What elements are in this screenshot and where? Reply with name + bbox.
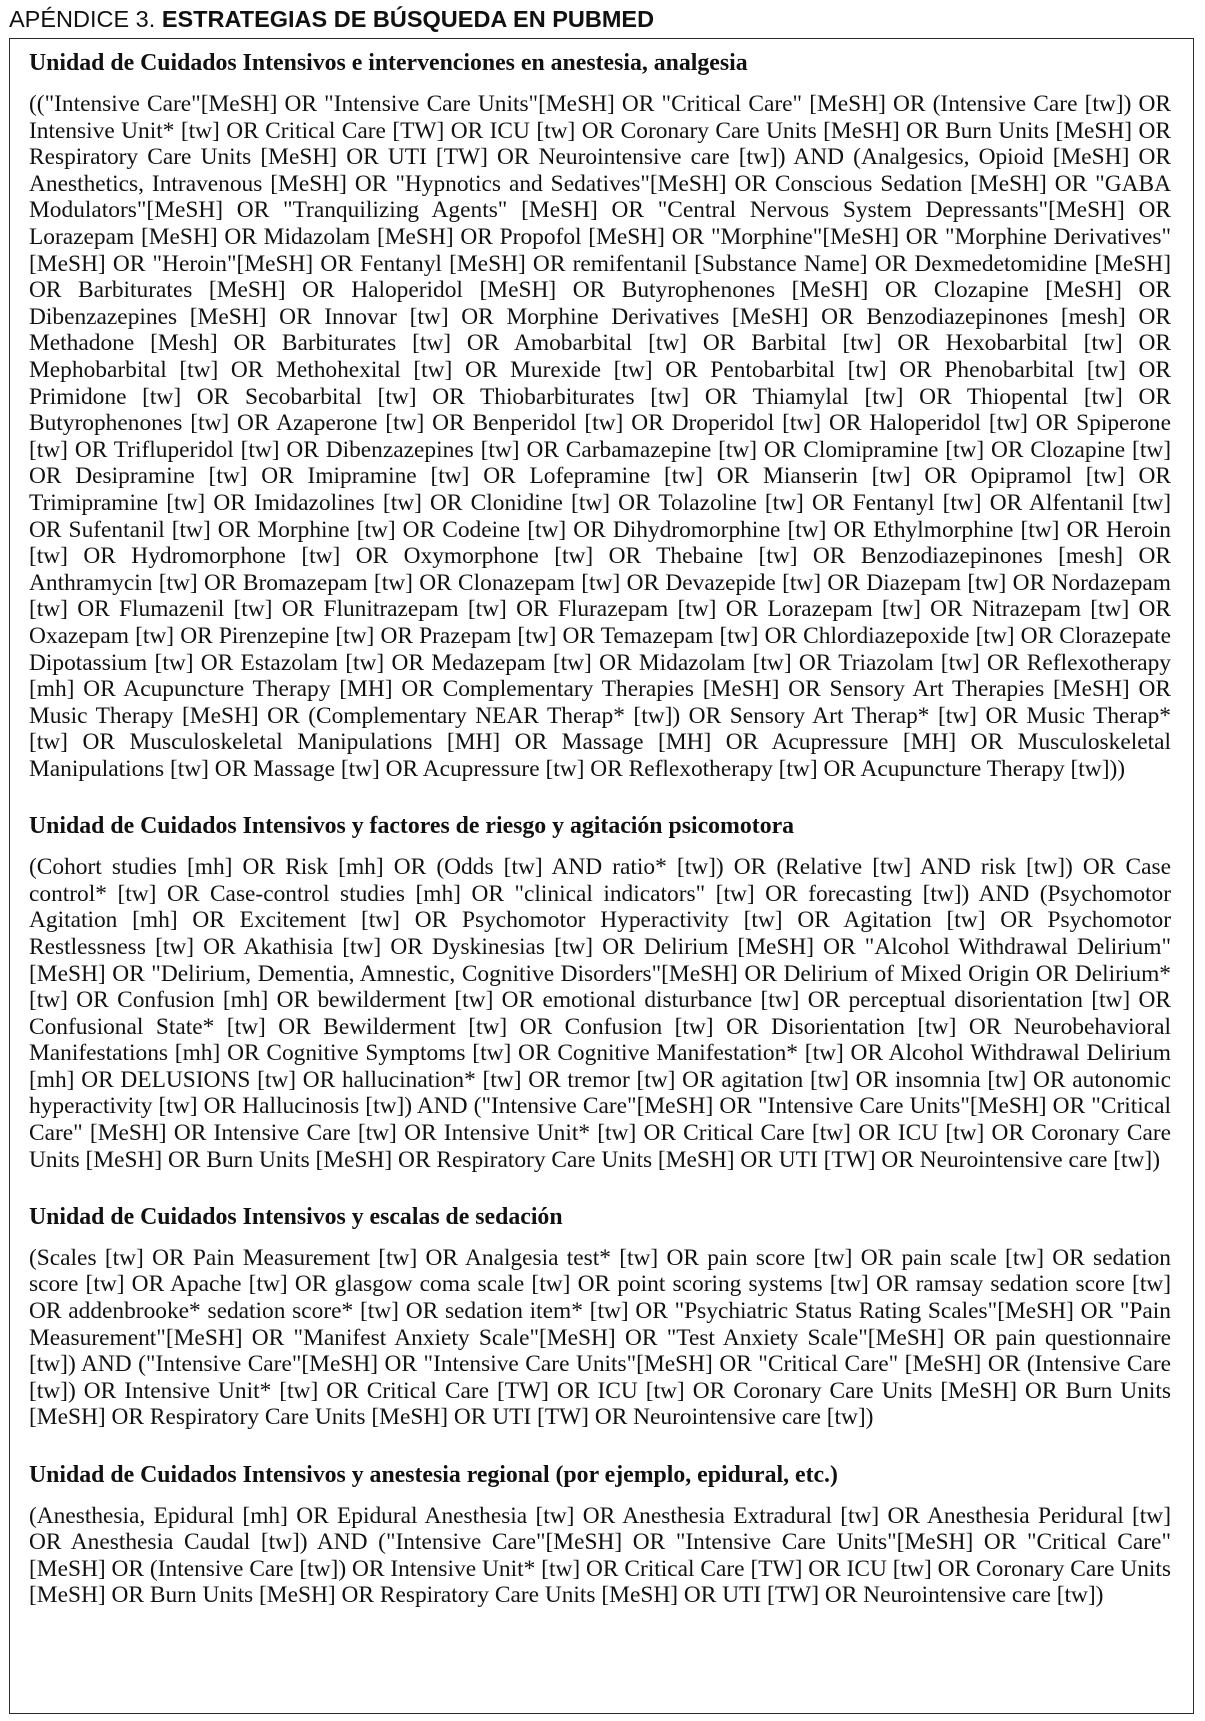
strategy-section-regional-anesthesia <box>29 1462 1171 1609</box>
section-heading: Unidad de Cuidados Intensivos y factores de riesgo y agitación psicomotora <box>29 813 795 840</box>
appendix-heading: ESTRATEGIAS DE BÚSQUEDA EN PUBMED <box>161 6 655 32</box>
strategy-section-anesthesia-analgesia <box>29 50 1171 783</box>
appendix-title <box>9 5 654 33</box>
section-heading: Unidad de Cuidados Intensivos y escalas de sedación <box>29 1203 563 1230</box>
search-strategies-box <box>9 38 1194 1714</box>
search-query: (("Intensive Care"[MeSH] OR "Intensive Care Units"[MeSH] OR "Critical Care" [MeSH] OR (Intensive Care [tw]) OR Intensive Unit* [tw] OR Critical Care [TW] OR ICU [tw] OR Coronary Care Units [MeSH] OR Burn Units [MeSH] OR Respiratory Care Units [MeSH] OR UTI [TW] OR Neurointensive care [tw]) AND (Analgesics, Opioid [MeSH] OR Anesthetics, Intravenous [MeSH] OR "Hypnotics and Sedatives"[MeSH] OR Conscious Sedation [MeSH] OR "GABA Modulators"[MeSH] OR "Tranquilizing Agents" [MeSH] OR "Central Nervous System Depressants"[MeSH] OR Lorazepam [MeSH] OR Midazolam [MeSH] OR Propofol [MeSH] OR "Morphine"[MeSH] OR "Morphine Derivatives"[MeSH] OR "Heroin"[MeSH] OR Fentanyl [MeSH] OR remifentanil [Substance Name] OR Dexmedetomidine [MeSH] OR Barbiturates [MeSH] OR Haloperidol [MeSH] OR Butyrophenones [MeSH] OR Clozapine [MeSH] OR Dibenzazepines [MeSH] OR Innovar [tw] OR Morphine Derivatives [MeSH] OR Benzodiazepinones [mesh] OR Methadone [Mesh] OR Barbiturates [tw] OR Amobarbital [tw] OR Barbital [tw] OR Hexobarbital [tw] OR Mephobarbital [tw] OR Methohexital [tw] OR Murexide [tw] OR Pentobarbital [tw] OR Phenobarbital [tw] OR Primidone [tw] OR Secobarbital [tw] OR Thiobarbiturates [tw] OR Thiamylal [tw] OR Thiopental [tw] OR Butyrophenones [tw] OR Azaperone [tw] OR Benperidol [tw] OR Droperidol [tw] OR Haloperidol [tw] OR Spiperone [tw] OR Trifluperidol [tw] OR Dibenzazepines [tw] OR Carbamazepine [tw] OR Clomipramine [tw] OR Clozapine [tw] OR Desipramine [tw] OR Imipramine [tw] OR Lofepramine [tw] OR Mianserin [tw] OR Opipramol [tw] OR Trimipramine [tw] OR Imidazolines [tw] OR Clonidine [tw] OR Tolazoline [tw] OR Fentanyl [tw] OR Alfentanil [tw] OR Sufentanil [tw] OR Morphine [tw] OR Codeine [tw] OR Dihydromorphine [tw] OR Ethylmorphine [tw] OR Heroin [tw] OR Hydromorphone [tw] OR Oxymorphone [tw] OR Thebaine [tw] OR Benzodiazepinones [mesh] OR Anthramycin [tw] OR Bromazepam [tw] OR Clonazepam [tw] OR Devazepide [tw] OR Diazepam [tw] OR Nordazepam [tw] OR Flumazenil [tw] OR Flunitrazepam [tw] OR Flurazepam [tw] OR Lorazepam [tw] OR Nitrazepam [tw] OR Oxazepam [tw] OR Pirenzepine [tw] OR Prazepam [tw] OR Temazepam [tw] OR Chlordiazepoxide [tw] OR Clorazepate Dipotassium [tw] OR Estazolam [tw] OR Medazepam [tw] OR Midazolam [tw] OR Triazolam [tw] OR Reflexotherapy [mh] OR Acupuncture Therapy [MH] OR Complementary Therapies [MeSH] OR Sensory Art Therapies [MeSH] OR Music Therapy [MeSH] OR (Complementary NEAR Therap* [tw]) OR Sensory Art Therap* [tw] OR Music Therap* [tw] OR Musculoskeletal Manipulations [MH] OR Massage [MH] OR Acupressure [MH] OR Musculoskeletal Manipulations [tw] OR Massage [tw] OR Acupressure [tw] OR Reflexotherapy [tw] OR Acupuncture Therapy [tw])) <box>29 91 1171 782</box>
strategy-section-sedation-scales <box>29 1204 1171 1431</box>
strategy-section-risk-agitation <box>29 813 1171 1173</box>
search-query: (Scales [tw] OR Pain Measurement [tw] OR Analgesia test* [tw] OR pain score [tw] OR pain scale [tw] OR sedation score [tw] OR Apache [tw] OR glasgow coma scale [tw] OR point scoring systems [tw] OR ramsay sedation score [tw] OR addenbrooke* sedation score* [tw] OR sedation item* [tw] OR "Psychiatric Status Rating Scales"[MeSH] OR "Pain Measurement"[MeSH] OR "Manifest Anxiety Scale"[MeSH] OR "Test Anxiety Scale"[MeSH] OR pain questionnaire [tw]) AND ("Intensive Care"[MeSH] OR "Intensive Care Units"[MeSH] OR "Critical Care" [MeSH] OR (Intensive Care [tw]) OR Intensive Unit* [tw] OR Critical Care [TW] OR ICU [tw] OR Coronary Care Units [MeSH] OR Burn Units [MeSH] OR Respiratory Care Units [MeSH] OR UTI [TW] OR Neurointensive care [tw]) <box>29 1244 1171 1431</box>
section-heading: Unidad de Cuidados Intensivos y anestesia regional (por ejemplo, epidural, etc.) <box>29 1461 838 1488</box>
appendix-number: APÉNDICE 3. <box>9 6 156 32</box>
section-heading: Unidad de Cuidados Intensivos e intervenciones en anestesia, analgesia <box>29 50 748 76</box>
search-query: (Cohort studies [mh] OR Risk [mh] OR (Odds [tw] AND ratio* [tw]) OR (Relative [tw] AND risk [tw]) OR Case control* [tw] OR Case-control studies [mh] OR "clinical indicators" [tw] OR forecasting [tw]) AND (Psychomotor Agitation [mh] OR Excitement [tw] OR Psychomotor Hyperactivity [tw] OR Agitation [tw] OR Psychomotor Restlessness [tw] OR Akathisia [tw] OR Dyskinesias [tw] OR Delirium [MeSH] OR "Alcohol Withdrawal Delirium"[MeSH] OR "Delirium, Dementia, Amnestic, Cognitive Disorders"[MeSH] OR Delirium of Mixed Origin OR Delirium* [tw] OR Confusion [mh] OR bewilderment [tw] OR emotional disturbance [tw] OR perceptual disorientation [tw] OR Confusional State* [tw] OR Bewilderment [tw] OR Confusion [tw] OR Disorientation [tw] OR Neurobehavioral Manifestations [mh] OR Cognitive Symptoms [tw] OR Cognitive Manifestation* [tw] OR Alcohol Withdrawal Delirium [mh] OR DELUSIONS [tw] OR hallucination* [tw] OR tremor [tw] OR agitation [tw] OR insomnia [tw] OR autonomic hyperactivity [tw] OR Hallucinosis [tw]) AND ("Intensive Care"[MeSH] OR "Intensive Care Units"[MeSH] OR "Critical Care" [MeSH] OR Intensive Care [tw] OR Intensive Unit* [tw] OR Critical Care [tw] OR ICU [tw] OR Coronary Care Units [MeSH] OR Burn Units [MeSH] OR Respiratory Care Units [MeSH] OR UTI [TW] OR Neurointensive care [tw]) <box>29 854 1171 1173</box>
search-query: (Anesthesia, Epidural [mh] OR Epidural Anesthesia [tw] OR Anesthesia Extradural [tw] OR Anesthesia Peridural [tw] OR Anesthesia Caudal [tw]) AND ("Intensive Care"[MeSH] OR "Intensive Care Units"[MeSH] OR "Critical Care" [MeSH] OR (Intensive Care [tw]) OR Intensive Unit* [tw] OR Critical Care [TW] OR ICU [tw] OR Coronary Care Units [MeSH] OR Burn Units [MeSH] OR Respiratory Care Units [MeSH] OR UTI [TW] OR Neurointensive care [tw]) <box>29 1502 1171 1609</box>
